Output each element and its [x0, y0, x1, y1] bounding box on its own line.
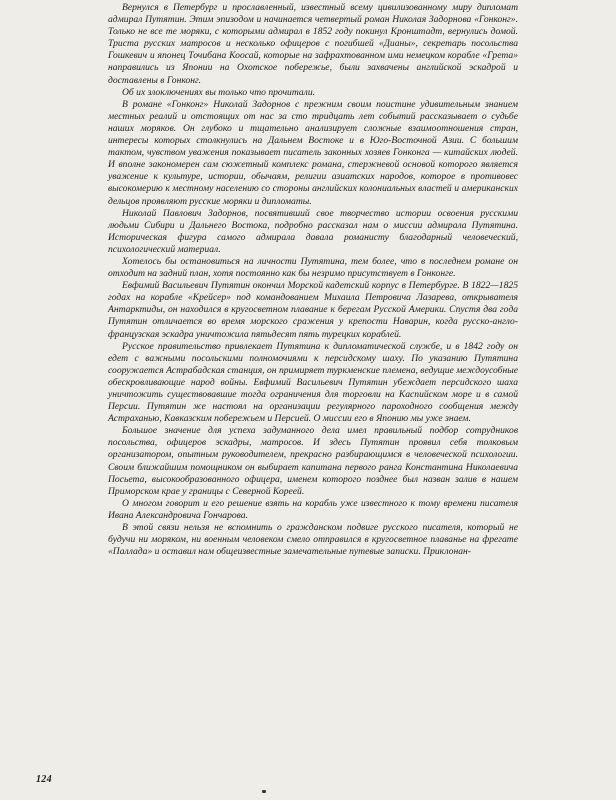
paragraph-10: В этой связи нельзя не вспомнить о гражданском подвиге русского писателя, который не будучи ни моряком, ни военным человеком смело отправился в кругосветное плаванье на фрегате «Паллада» и оставил нам общеизвестные замечательные путевые записки. Приклонан-	[108, 522, 518, 558]
paragraph-4: Николай Павлович Задорнов, посвятивший свое творчество истории освоения русскими людьми Сибири и Дальнего Востока, подробно рассказал нам о миссии адмирала Путятина. Историческая фигура самого адмирала давала романисту благодарный человеческий, психологический материал.	[108, 207, 518, 255]
paragraph-9: О многом говорит и его решение взять на корабль уже известного к тому времени писателя Ивана Александровича Гончарова.	[108, 497, 518, 521]
paragraph-6: Евфимий Васильевич Путятин окончил Морской кадетский корпус в Петербурге. В 1822—1825 годах на корабле «Крейсер» под командованием Михаила Петровича Лазарева, открывателя Антарктиды, он находился в кругосветном плавание к берегам Русской Америки. Спустя два года Путятин отличается во время морского сражения у крепости Наварин, когда русско-англо-французская эскадра уничтожила пятьдесят пять турецких кораблей.	[108, 280, 518, 340]
page-number: 124	[36, 774, 52, 785]
paragraph-5: Хотелось бы остановиться на личности Путятина, тем более, что в последнем романе он отходит на задний план, хотя постоянно как бы незримо присутствует в Гонконге.	[108, 255, 518, 280]
print-mark	[262, 790, 266, 793]
paragraph-2: Об их злоключениях вы только что прочитали.	[122, 86, 316, 98]
paragraph-7: Русское правительство привлекает Путятина к дипломатической службе, и в 1842 году он едет с важными посольскими полномочиями к персидскому шаху. По указанию Путятина сооружается Астрабадская станция, он примиряет туркменские племена, ведущие междоусобные обескровливающие народ войны. Евфимий Васильевич Путятин убеждает персидского шаха уничтожить существовавшие тогда ограничения для торговли на Каспийском море и в самой Персии. Путятин же настоял на организации регулярного пароходного сообщения между Астраханью, Кавказским побережьем и Персией. О миссии его в Японию мы уже знаем.	[108, 340, 518, 425]
paragraph-1: Вернулся в Петербург и прославленный, известный всему цивилизованному миру дипломат адмирал Путятин. Этим эпизодом и начинается четвертый роман Николая Задорнова «Гонконг». Только не все те моряки, с которыми адмирал в 1852 году покинул Кронштадт, вернулись домой. Триста русских матросов и несколько офицеров с погибшей «Дианы», секретарь посольства Гошкевич и японец Точибана Коосай, которые на зафрахтованном ими немецком корабле «Грета» направились из Японии на Охотское побережье, были захвачены английской эскадрой и доставлены в Гонконг.	[108, 2, 518, 86]
paragraph-8: Большое значение для успеха задуманного дела имел правильный подбор сотрудников посольства, офицеров эскадры, матросов. И здесь Путятин проявил себя толковым организатором, опытным руководителем, прекрасно разбирающимся в человеческой психологии. Своим ближайшим помощником он выбирает капитана первого ранга Константина Николаевича Посьета, высокообразованного офицера, именем которого позднее был назван залив в нашем Приморском крае у границы с Северной Кореей.	[108, 425, 518, 497]
body-text	[108, 2, 518, 558]
paragraph-3: В романе «Гонконг» Николай Задорнов с прежним своим поистине удивительным знанием местных реалий и отстоящих от нас за сто тридцать лет событий рассказывает о судьбе наших моряков. Он глубоко и тщательно анализирует сложные взаимоотношения стран, интересы которых столкнулись на Дальнем Востоке и в Юго-Восточной Азии. С большим тактом, чувством уважения показывает писатель законных хозяев Гонконга — китайских людей. И вполне закономерен сам сюжетный комплекс романа, стержневой основой которого является уважение к культуре, истории, обычаям, религии азиатских народов, которое в противовес высокомерию к местному населению со стороны английских колониальных властей и американских дельцов проявляют русские моряки и дипломаты.	[108, 98, 518, 207]
